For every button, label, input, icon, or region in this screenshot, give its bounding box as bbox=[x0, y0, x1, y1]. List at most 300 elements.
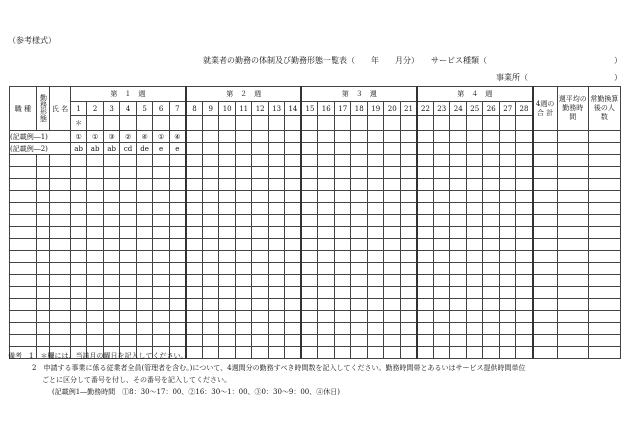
work-form-cell bbox=[36, 179, 49, 191]
total-cell bbox=[533, 299, 558, 311]
day-cell bbox=[400, 143, 417, 155]
note-2b: ごとに区分して番号を付し、その番号を記入してください。 bbox=[42, 376, 231, 384]
day-cell bbox=[153, 335, 170, 347]
weekday-cell: ＊ bbox=[70, 116, 87, 131]
day-cell bbox=[417, 311, 434, 323]
day-cell bbox=[153, 263, 170, 275]
day-cell: ab bbox=[103, 143, 120, 155]
weekly-avg-cell bbox=[557, 239, 588, 251]
day-cell bbox=[268, 143, 285, 155]
day-cell bbox=[334, 215, 351, 227]
day-cell bbox=[169, 311, 186, 323]
weekday-cell bbox=[103, 116, 120, 131]
work-form-cell bbox=[36, 311, 49, 323]
day-cell bbox=[351, 263, 368, 275]
day-cell bbox=[103, 287, 120, 299]
day-cell bbox=[169, 239, 186, 251]
day-header: 28 bbox=[516, 102, 533, 116]
day-cell bbox=[466, 239, 483, 251]
day-cell bbox=[202, 167, 219, 179]
day-header: 1 bbox=[70, 102, 87, 116]
day-cell bbox=[169, 215, 186, 227]
day-cell bbox=[120, 203, 137, 215]
day-cell bbox=[301, 335, 318, 347]
work-form-cell bbox=[36, 251, 49, 263]
day-cell bbox=[318, 263, 335, 275]
total-cell bbox=[533, 215, 558, 227]
day-cell bbox=[367, 143, 384, 155]
day-cell bbox=[169, 179, 186, 191]
day-cell bbox=[483, 167, 500, 179]
job-type-cell bbox=[10, 251, 37, 263]
day-cell bbox=[301, 299, 318, 311]
day-header: 11 bbox=[235, 102, 252, 116]
day-cell bbox=[384, 167, 401, 179]
day-cell bbox=[285, 239, 302, 251]
day-cell bbox=[301, 227, 318, 239]
day-header: 5 bbox=[136, 102, 153, 116]
day-cell bbox=[400, 215, 417, 227]
day-cell bbox=[301, 275, 318, 287]
day-cell bbox=[235, 143, 252, 155]
day-cell bbox=[433, 299, 450, 311]
day-header: 3 bbox=[103, 102, 120, 116]
work-form-cell bbox=[36, 287, 49, 299]
table-row bbox=[10, 131, 621, 143]
day-cell bbox=[120, 335, 137, 347]
weekday-cell bbox=[136, 116, 153, 131]
day-cell bbox=[87, 215, 104, 227]
day-cell bbox=[499, 203, 516, 215]
day-cell bbox=[120, 311, 137, 323]
day-cell bbox=[103, 299, 120, 311]
day-cell bbox=[219, 251, 236, 263]
day-cell bbox=[433, 227, 450, 239]
day-cell bbox=[136, 167, 153, 179]
day-cell bbox=[120, 227, 137, 239]
header-total: 4週の合 計 bbox=[533, 87, 558, 131]
day-cell bbox=[334, 299, 351, 311]
day-cell bbox=[70, 215, 87, 227]
day-cell bbox=[483, 287, 500, 299]
day-cell bbox=[466, 203, 483, 215]
weekly-avg-cell bbox=[557, 299, 588, 311]
day-cell bbox=[400, 227, 417, 239]
job-type-cell bbox=[10, 215, 37, 227]
day-cell bbox=[466, 335, 483, 347]
day-cell bbox=[219, 239, 236, 251]
day-cell bbox=[400, 167, 417, 179]
day-cell bbox=[252, 323, 269, 335]
day-cell bbox=[417, 287, 434, 299]
day-cell bbox=[318, 167, 335, 179]
day-cell bbox=[301, 215, 318, 227]
day-cell bbox=[285, 155, 302, 167]
day-cell bbox=[499, 167, 516, 179]
total-cell bbox=[533, 179, 558, 191]
table-row bbox=[10, 263, 621, 275]
day-cell bbox=[285, 179, 302, 191]
day-cell bbox=[153, 215, 170, 227]
day-cell bbox=[219, 191, 236, 203]
day-header: 18 bbox=[351, 102, 368, 116]
day-cell bbox=[499, 323, 516, 335]
day-cell bbox=[70, 191, 87, 203]
day-cell bbox=[450, 239, 467, 251]
day-cell bbox=[301, 203, 318, 215]
weekday-cell bbox=[219, 116, 236, 131]
day-cell bbox=[466, 227, 483, 239]
day-cell bbox=[516, 323, 533, 335]
day-cell bbox=[318, 287, 335, 299]
day-cell bbox=[466, 311, 483, 323]
day-cell bbox=[136, 311, 153, 323]
day-cell bbox=[87, 251, 104, 263]
day-cell bbox=[499, 179, 516, 191]
day-cell bbox=[268, 287, 285, 299]
day-cell bbox=[103, 227, 120, 239]
day-cell bbox=[235, 251, 252, 263]
day-cell bbox=[268, 311, 285, 323]
day-cell bbox=[516, 227, 533, 239]
day-cell bbox=[301, 323, 318, 335]
day-cell bbox=[466, 167, 483, 179]
day-cell bbox=[202, 287, 219, 299]
day-cell bbox=[103, 179, 120, 191]
job-type-cell: (記載例―2) bbox=[10, 143, 71, 155]
day-cell bbox=[417, 143, 434, 155]
day-cell bbox=[285, 191, 302, 203]
day-cell bbox=[301, 239, 318, 251]
job-type-cell bbox=[10, 287, 37, 299]
day-cell bbox=[120, 155, 137, 167]
day-cell bbox=[268, 191, 285, 203]
day-cell bbox=[136, 335, 153, 347]
day-cell bbox=[433, 155, 450, 167]
day-cell: de bbox=[136, 143, 153, 155]
day-cell bbox=[186, 179, 203, 191]
day-cell bbox=[153, 239, 170, 251]
day-cell bbox=[252, 167, 269, 179]
day-cell bbox=[367, 179, 384, 191]
day-header: 6 bbox=[153, 102, 170, 116]
day-cell bbox=[334, 287, 351, 299]
day-cell bbox=[516, 167, 533, 179]
day-cell bbox=[136, 215, 153, 227]
day-header: 14 bbox=[285, 102, 302, 116]
day-header: 10 bbox=[219, 102, 236, 116]
day-cell bbox=[235, 335, 252, 347]
day-cell bbox=[235, 131, 252, 143]
day-cell bbox=[351, 191, 368, 203]
day-cell bbox=[103, 191, 120, 203]
day-cell: ③ bbox=[103, 131, 120, 143]
day-cell bbox=[318, 215, 335, 227]
day-cell bbox=[351, 275, 368, 287]
weekday-cell bbox=[235, 116, 252, 131]
day-cell bbox=[433, 251, 450, 263]
day-cell bbox=[351, 203, 368, 215]
day-cell bbox=[169, 323, 186, 335]
work-form-cell bbox=[36, 167, 49, 179]
day-cell bbox=[219, 179, 236, 191]
weekday-cell bbox=[186, 116, 203, 131]
day-cell bbox=[202, 251, 219, 263]
day-cell bbox=[483, 191, 500, 203]
day-cell bbox=[169, 299, 186, 311]
day-cell bbox=[334, 275, 351, 287]
day-cell bbox=[367, 131, 384, 143]
day-cell bbox=[450, 143, 467, 155]
day-cell bbox=[186, 131, 203, 143]
name-cell bbox=[50, 155, 71, 167]
day-cell bbox=[103, 239, 120, 251]
day-cell bbox=[450, 299, 467, 311]
day-cell bbox=[516, 143, 533, 155]
day-cell: ab bbox=[87, 143, 104, 155]
day-cell bbox=[450, 335, 467, 347]
weekday-cell bbox=[202, 116, 219, 131]
day-cell bbox=[450, 131, 467, 143]
day-cell bbox=[384, 239, 401, 251]
day-cell bbox=[417, 299, 434, 311]
day-cell bbox=[417, 167, 434, 179]
weekly-avg-cell bbox=[557, 167, 588, 179]
day-cell bbox=[285, 323, 302, 335]
day-cell: ab bbox=[70, 143, 87, 155]
day-cell bbox=[318, 143, 335, 155]
day-cell bbox=[87, 323, 104, 335]
weekly-avg-cell bbox=[557, 191, 588, 203]
day-cell bbox=[318, 203, 335, 215]
fte-cell bbox=[588, 347, 620, 359]
day-cell bbox=[186, 155, 203, 167]
day-cell bbox=[153, 287, 170, 299]
weekly-avg-cell bbox=[557, 263, 588, 275]
table-row bbox=[10, 299, 621, 311]
day-cell bbox=[70, 263, 87, 275]
day-cell bbox=[466, 275, 483, 287]
day-cell bbox=[483, 299, 500, 311]
day-cell bbox=[417, 275, 434, 287]
name-cell bbox=[50, 287, 71, 299]
day-cell bbox=[417, 239, 434, 251]
day-cell bbox=[268, 251, 285, 263]
day-cell bbox=[450, 215, 467, 227]
day-cell bbox=[516, 251, 533, 263]
weekday-cell bbox=[483, 116, 500, 131]
job-type-cell bbox=[10, 191, 37, 203]
name-cell bbox=[50, 311, 71, 323]
weekday-cell bbox=[450, 116, 467, 131]
day-cell bbox=[351, 311, 368, 323]
fte-cell bbox=[588, 323, 620, 335]
day-cell bbox=[466, 155, 483, 167]
day-cell bbox=[499, 275, 516, 287]
day-header: 12 bbox=[252, 102, 269, 116]
day-cell bbox=[483, 275, 500, 287]
day-cell bbox=[516, 155, 533, 167]
day-cell bbox=[301, 311, 318, 323]
day-cell bbox=[318, 179, 335, 191]
total-cell bbox=[533, 203, 558, 215]
fte-cell bbox=[588, 167, 620, 179]
day-cell bbox=[219, 299, 236, 311]
day-cell bbox=[70, 299, 87, 311]
day-cell bbox=[186, 143, 203, 155]
day-cell bbox=[202, 191, 219, 203]
day-cell bbox=[466, 299, 483, 311]
table-row bbox=[10, 215, 621, 227]
day-cell bbox=[367, 227, 384, 239]
job-type-cell bbox=[10, 275, 37, 287]
day-cell bbox=[400, 251, 417, 263]
table-row bbox=[10, 275, 621, 287]
day-header: 22 bbox=[417, 102, 434, 116]
day-cell bbox=[400, 263, 417, 275]
day-cell bbox=[268, 335, 285, 347]
day-cell bbox=[318, 311, 335, 323]
header-job-type: 職 種 bbox=[10, 87, 37, 131]
day-cell bbox=[186, 167, 203, 179]
day-cell bbox=[136, 227, 153, 239]
weekday-cell bbox=[285, 116, 302, 131]
fte-cell bbox=[588, 215, 620, 227]
day-cell bbox=[400, 275, 417, 287]
day-cell bbox=[70, 167, 87, 179]
day-cell bbox=[400, 287, 417, 299]
day-cell bbox=[417, 251, 434, 263]
weekly-avg-cell bbox=[557, 155, 588, 167]
day-cell bbox=[87, 239, 104, 251]
day-cell bbox=[466, 179, 483, 191]
day-cell bbox=[235, 311, 252, 323]
day-cell bbox=[202, 299, 219, 311]
day-cell bbox=[499, 299, 516, 311]
table-row bbox=[10, 287, 621, 299]
day-cell bbox=[219, 335, 236, 347]
day-cell bbox=[483, 239, 500, 251]
day-cell bbox=[252, 203, 269, 215]
day-cell bbox=[450, 275, 467, 287]
day-cell bbox=[169, 227, 186, 239]
day-cell bbox=[235, 155, 252, 167]
weekday-cell bbox=[87, 116, 104, 131]
day-cell bbox=[186, 215, 203, 227]
day-cell bbox=[417, 203, 434, 215]
day-cell bbox=[384, 227, 401, 239]
day-cell bbox=[384, 251, 401, 263]
work-form-cell bbox=[36, 335, 49, 347]
day-cell bbox=[384, 263, 401, 275]
day-cell bbox=[103, 323, 120, 335]
name-cell bbox=[50, 215, 71, 227]
day-cell bbox=[384, 275, 401, 287]
table-row bbox=[10, 203, 621, 215]
fte-cell bbox=[588, 263, 620, 275]
day-cell bbox=[318, 191, 335, 203]
weekday-cell bbox=[334, 116, 351, 131]
day-cell bbox=[367, 251, 384, 263]
day-cell bbox=[252, 251, 269, 263]
day-cell bbox=[499, 227, 516, 239]
day-cell bbox=[400, 131, 417, 143]
day-cell bbox=[252, 131, 269, 143]
day-cell bbox=[417, 227, 434, 239]
day-cell bbox=[153, 227, 170, 239]
weekday-cell bbox=[384, 116, 401, 131]
day-cell bbox=[483, 227, 500, 239]
day-cell bbox=[285, 143, 302, 155]
day-cell bbox=[351, 227, 368, 239]
name-cell bbox=[50, 263, 71, 275]
fte-cell bbox=[588, 155, 620, 167]
day-cell bbox=[235, 275, 252, 287]
day-header: 24 bbox=[450, 102, 467, 116]
day-cell bbox=[367, 311, 384, 323]
total-cell bbox=[533, 227, 558, 239]
day-cell bbox=[433, 335, 450, 347]
day-cell bbox=[252, 239, 269, 251]
total-cell bbox=[533, 143, 558, 155]
day-cell bbox=[235, 323, 252, 335]
day-cell bbox=[285, 287, 302, 299]
day-cell bbox=[70, 251, 87, 263]
day-cell bbox=[318, 239, 335, 251]
day-cell bbox=[334, 203, 351, 215]
day-cell bbox=[87, 299, 104, 311]
day-cell bbox=[301, 251, 318, 263]
day-cell bbox=[351, 287, 368, 299]
day-cell bbox=[466, 215, 483, 227]
day-cell bbox=[466, 263, 483, 275]
day-cell bbox=[87, 227, 104, 239]
day-cell bbox=[483, 215, 500, 227]
day-cell bbox=[120, 191, 137, 203]
day-cell bbox=[202, 179, 219, 191]
day-cell bbox=[103, 275, 120, 287]
day-cell bbox=[367, 155, 384, 167]
day-cell bbox=[70, 311, 87, 323]
day-cell bbox=[87, 275, 104, 287]
day-cell bbox=[483, 143, 500, 155]
day-cell bbox=[334, 179, 351, 191]
day-cell bbox=[235, 215, 252, 227]
day-cell bbox=[400, 299, 417, 311]
table-row bbox=[10, 323, 621, 335]
name-cell bbox=[50, 251, 71, 263]
day-cell bbox=[120, 179, 137, 191]
day-cell: ④ bbox=[169, 131, 186, 143]
day-cell bbox=[433, 215, 450, 227]
day-cell bbox=[169, 155, 186, 167]
fte-cell bbox=[588, 143, 620, 155]
day-header: 19 bbox=[367, 102, 384, 116]
day-cell bbox=[483, 131, 500, 143]
day-cell bbox=[384, 143, 401, 155]
day-header: 20 bbox=[384, 102, 401, 116]
day-cell bbox=[301, 155, 318, 167]
header-weekly-avg: 週平均の勤務時 間 bbox=[557, 87, 588, 131]
fte-cell bbox=[588, 311, 620, 323]
day-cell bbox=[136, 251, 153, 263]
day-cell bbox=[235, 179, 252, 191]
day-cell bbox=[466, 143, 483, 155]
day-cell bbox=[334, 227, 351, 239]
day-cell bbox=[169, 263, 186, 275]
day-cell bbox=[103, 335, 120, 347]
day-cell bbox=[417, 155, 434, 167]
